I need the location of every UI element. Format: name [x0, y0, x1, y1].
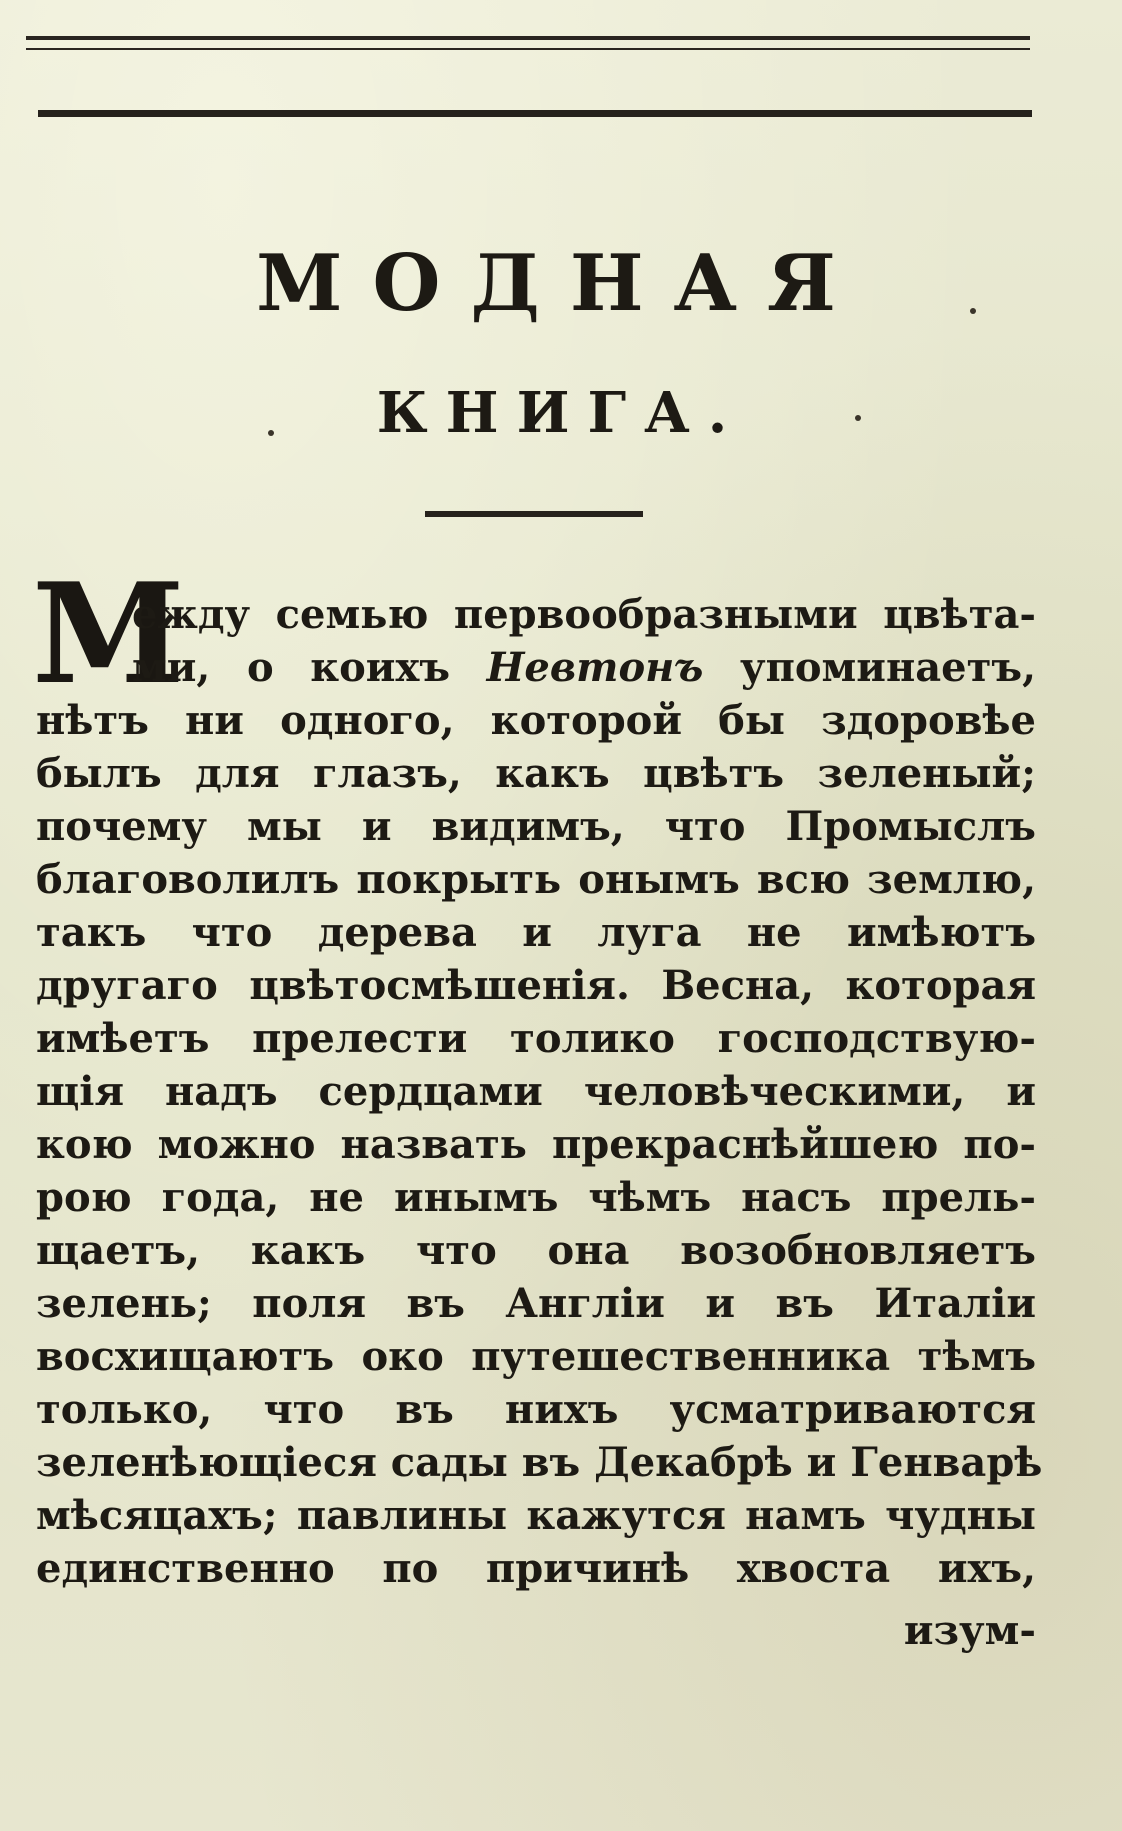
text-line: только, что въ нихъ усматриваются: [36, 1386, 1036, 1433]
text-line: мѣсяцахъ; павлины кажутся намъ чудны: [36, 1492, 1036, 1539]
text-line: щаетъ, какъ что она возобновляетъ: [36, 1227, 1036, 1274]
catchword: изум-: [903, 1607, 1036, 1654]
page-title: МОДНАЯ: [256, 238, 866, 329]
text-line: зелень; поля въ Англіи и въ Италіи: [36, 1280, 1036, 1327]
italic-name: Невтонъ: [486, 644, 704, 691]
text-line: [132, 643, 1036, 693]
text-line: другаго цвѣтосмѣшенія. Весна, которая: [36, 962, 1036, 1009]
drop-cap: М: [32, 552, 185, 715]
text-line: единственно по причинѣ хвоста ихъ,: [36, 1545, 1036, 1592]
text-line: восхищаютъ око путешественника тѣмъ: [36, 1333, 1036, 1380]
title-underline: [425, 511, 643, 517]
text-line: былъ для глазъ, какъ цвѣтъ зеленый;: [36, 750, 1036, 797]
top-rule: [26, 36, 1030, 40]
page-subtitle: КНИГА.: [376, 380, 746, 446]
top-rule-thin: [26, 48, 1030, 50]
text-line: рою года, не инымъ чѣмъ насъ прель-: [36, 1174, 1036, 1221]
text-line: ежду семью первообразными цвѣта-: [132, 591, 1036, 638]
text-line: благоволилъ покрыть онымъ всю землю,: [36, 856, 1036, 903]
text-segment: ми, о коихъ Невтонъ упоминаетъ,: [132, 644, 1036, 691]
text-line: такъ что дерева и луга не имѣютъ: [36, 909, 1036, 956]
text-line: кою можно назвать прекраснѣйшею по-: [36, 1121, 1036, 1168]
ornament-dot: [268, 430, 274, 436]
ornament-dot: [970, 308, 976, 314]
text-line: нѣтъ ни одного, которой бы здоровѣе: [36, 697, 1036, 744]
text-line: почему мы и видимъ, что Промыслъ: [36, 803, 1036, 850]
header-rule: [38, 110, 1032, 117]
ornament-dot: [855, 415, 861, 421]
text-line: зеленѣющіеся сады въ Декабрѣ и Генварѣ: [36, 1439, 1043, 1486]
text-line: щія надъ сердцами человѣческими, и: [36, 1068, 1036, 1115]
text-line: имѣетъ прелести толико господствую-: [36, 1015, 1036, 1062]
